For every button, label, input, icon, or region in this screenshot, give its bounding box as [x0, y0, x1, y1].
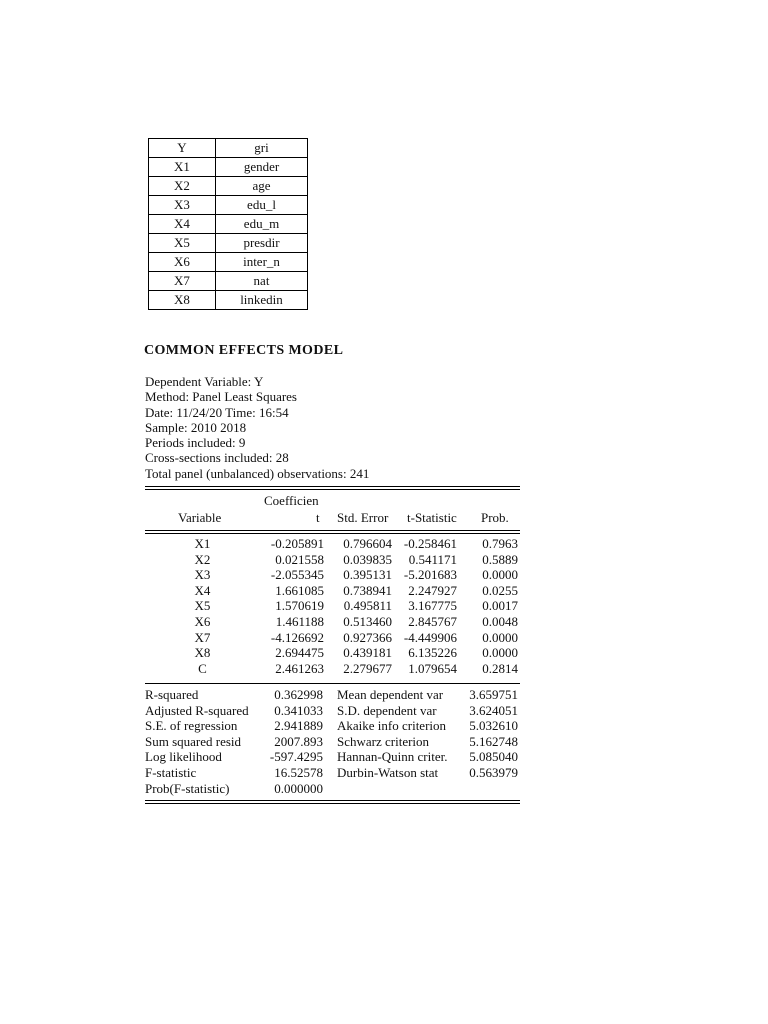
coef-prob: 0.5889	[482, 551, 518, 567]
coef-prob: 0.0017	[482, 598, 518, 614]
table-row	[145, 687, 520, 703]
coef-t-statistic: 3.167775	[408, 598, 457, 614]
coef-prob: 0.2814	[482, 660, 518, 676]
coefficient-table	[145, 536, 520, 676]
variable-key: X4	[149, 215, 216, 234]
coef-std-error: 0.796604	[343, 536, 392, 551]
table-row	[145, 749, 520, 765]
coef-variable: X5	[194, 598, 211, 614]
coef-std-error: 0.039835	[343, 551, 392, 567]
variable-name: edu_m	[216, 215, 308, 234]
header-bottom-rule	[145, 530, 520, 534]
coef-value: -2.055345	[270, 567, 324, 583]
variable-name: age	[216, 177, 308, 196]
variable-key: X2	[149, 177, 216, 196]
method-line: Method: Panel Least Squares	[145, 389, 297, 405]
coef-t-statistic: 0.541171	[408, 551, 457, 567]
stat-value: 5.085040	[469, 749, 518, 765]
stat-label: Log likelihood	[145, 749, 222, 765]
table-row	[149, 272, 308, 291]
coef-value: 2.461263	[275, 660, 324, 676]
coef-prob: 0.0255	[482, 582, 518, 598]
coef-t-statistic: 6.135226	[408, 645, 457, 661]
table-row	[149, 196, 308, 215]
coef-prob: 0.7963	[482, 536, 518, 551]
stat-label: Schwarz criterion	[337, 733, 430, 749]
variable-key: X5	[149, 234, 216, 253]
coef-value: 1.570619	[275, 598, 324, 614]
stat-label: S.D. dependent var	[337, 702, 437, 718]
variable-key: X3	[149, 196, 216, 215]
stat-value: 0.000000	[274, 780, 323, 796]
variable-name: edu_l	[216, 196, 308, 215]
table-row	[145, 734, 520, 750]
variable-key: X8	[149, 291, 216, 310]
periods-line: Periods included: 9	[145, 435, 246, 451]
variable-key: Y	[149, 139, 216, 158]
stat-value: 5.162748	[469, 733, 518, 749]
coef-prob: 0.0000	[482, 629, 518, 645]
table-row	[145, 765, 520, 781]
coef-std-error: 0.738941	[343, 582, 392, 598]
stat-label: Mean dependent var	[337, 687, 444, 702]
stat-value: -597.4295	[269, 749, 323, 765]
coef-variable: X4	[194, 582, 211, 598]
coef-variable: X3	[194, 567, 211, 583]
variable-name: presdir	[216, 234, 308, 253]
table-row	[145, 536, 520, 552]
header-std-error: Std. Error	[337, 510, 389, 525]
stat-value: 3.624051	[469, 702, 518, 718]
header-coefficient-line2: t	[316, 510, 320, 525]
table-row	[145, 598, 520, 614]
table-row	[145, 661, 520, 677]
table-bottom-rule	[145, 800, 520, 804]
coef-prob: 0.0000	[482, 645, 518, 661]
coef-std-error: 0.439181	[343, 645, 392, 661]
stat-label: Durbin-Watson stat	[337, 764, 439, 780]
header-coefficient-line1: Coefficien	[264, 493, 319, 508]
coef-value: 0.021558	[275, 551, 324, 567]
table-row	[149, 215, 308, 234]
cross-sections-line: Cross-sections included: 28	[145, 450, 289, 466]
coef-std-error: 0.395131	[343, 567, 392, 583]
stat-label: Akaike info criterion	[337, 718, 447, 734]
stat-label: Prob(F-statistic)	[145, 780, 230, 796]
stat-label: R-squared	[145, 687, 199, 702]
stat-label: Hannan-Quinn criter.	[337, 749, 448, 765]
table-row	[145, 718, 520, 734]
table-row	[149, 253, 308, 272]
stat-label: F-statistic	[145, 764, 197, 780]
coef-t-statistic: 1.079654	[408, 660, 457, 676]
coef-variable: C	[198, 660, 207, 676]
header-top-rule	[145, 486, 520, 490]
table-row	[149, 158, 308, 177]
stat-value: 2.941889	[274, 718, 323, 734]
stat-value: 2007.893	[274, 733, 323, 749]
variable-key: X1	[149, 158, 216, 177]
coef-variable: X8	[194, 645, 211, 661]
coef-t-statistic: 2.247927	[408, 582, 457, 598]
coef-std-error: 2.279677	[343, 660, 392, 676]
coef-std-error: 0.513460	[343, 613, 392, 629]
coef-std-error: 0.927366	[343, 629, 392, 645]
stat-label: S.E. of regression	[145, 718, 238, 734]
table-row	[145, 552, 520, 568]
coef-prob: 0.0000	[482, 567, 518, 583]
variable-key: X6	[149, 253, 216, 272]
coef-t-statistic: -5.201683	[403, 567, 457, 583]
observations-line: Total panel (unbalanced) observations: 241	[145, 465, 370, 481]
stat-value: 0.362998	[274, 687, 323, 702]
coef-variable: X6	[194, 613, 211, 629]
table-row	[149, 234, 308, 253]
coef-value: -0.205891	[270, 536, 324, 551]
stat-label: Sum squared resid	[145, 733, 242, 749]
sample-line: Sample: 2010 2018	[145, 419, 247, 435]
coef-value: 2.694475	[275, 645, 324, 661]
table-row	[149, 177, 308, 196]
variable-name: linkedin	[216, 291, 308, 310]
coef-t-statistic: -4.449906	[403, 629, 457, 645]
variable-name: nat	[216, 272, 308, 291]
table-row	[149, 291, 308, 310]
variable-key: X7	[149, 272, 216, 291]
stat-value: 3.659751	[469, 687, 518, 702]
stat-value: 0.341033	[274, 702, 323, 718]
dependent-variable-line: Dependent Variable: Y	[145, 374, 264, 389]
coef-variable: X2	[194, 551, 211, 567]
header-t-statistic: t-Statistic	[407, 510, 457, 525]
coef-std-error: 0.495811	[343, 598, 392, 614]
table-row	[145, 614, 520, 630]
coef-variable: X1	[194, 536, 211, 551]
estimation-metadata	[145, 374, 369, 481]
stat-value: 5.032610	[469, 718, 518, 734]
header-prob: Prob.	[481, 510, 509, 525]
table-row	[145, 567, 520, 583]
stat-label: Adjusted R-squared	[145, 702, 249, 718]
coef-bottom-rule	[145, 683, 520, 684]
coef-prob: 0.0048	[482, 613, 518, 629]
coef-t-statistic: 2.845767	[408, 613, 457, 629]
table-row	[145, 703, 520, 719]
variable-mapping-table	[148, 138, 308, 310]
coefficient-table-header	[145, 493, 520, 529]
model-title: COMMON EFFECTS MODEL	[144, 343, 344, 358]
variable-name: gri	[216, 139, 308, 158]
summary-statistics	[145, 687, 520, 796]
table-row	[145, 630, 520, 646]
stat-value: 0.563979	[469, 764, 518, 780]
stat-value: 16.52578	[274, 764, 323, 780]
header-variable: Variable	[178, 510, 222, 525]
variable-name: inter_n	[216, 253, 308, 272]
coef-variable: X7	[194, 629, 211, 645]
table-row	[145, 781, 520, 797]
variable-name: gender	[216, 158, 308, 177]
table-row	[149, 139, 308, 158]
date-time-line: Date: 11/24/20 Time: 16:54	[145, 404, 289, 420]
coef-value: -4.126692	[270, 629, 324, 645]
coef-value: 1.461188	[275, 613, 324, 629]
coef-value: 1.661085	[275, 582, 324, 598]
table-row	[145, 645, 520, 661]
coef-t-statistic: -0.258461	[403, 536, 457, 551]
table-row	[145, 583, 520, 599]
